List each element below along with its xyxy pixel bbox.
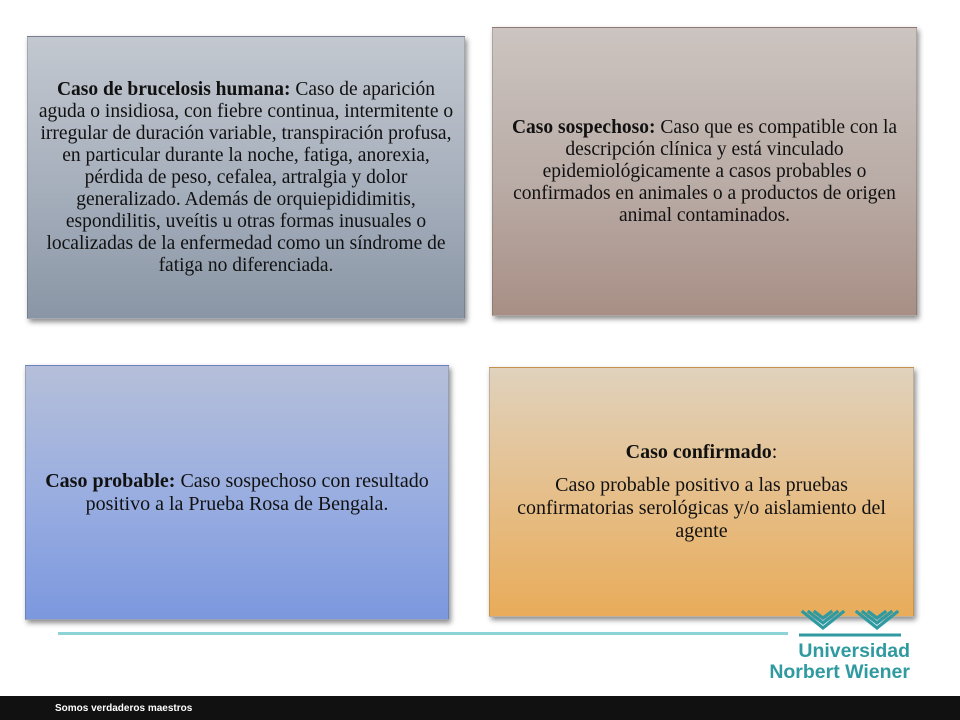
brucelosis-case-box: [27, 36, 465, 319]
probable-case-text: [44, 470, 430, 516]
suspected-case-description: Caso que es compatible con la descripción clínica y está vinculado epidemiológicamente a casos probables o confirmados en animales o a productos de origen animal contaminados.: [513, 116, 898, 226]
logo-line-1: Universidad: [798, 640, 910, 662]
confirmed-case-box: [489, 367, 914, 617]
suspected-case-box: [492, 27, 917, 316]
university-logo-text: [760, 641, 910, 683]
footer-bar: [0, 696, 960, 720]
probable-case-description: Caso sospechoso con resultado positivo a la Prueba Rosa de Bengala.: [85, 469, 429, 515]
suspected-case-title: Caso sospechoso:: [511, 116, 656, 138]
probable-case-title: Caso probable:: [45, 469, 176, 492]
confirmed-case-colon: :: [771, 441, 778, 463]
brucelosis-case-description: Caso de aparición aguda o insidiosa, con fiebre continua, intermitente o irregular de duración variable, transpiración profusa, en particular durante la noche, fatiga, anorexia, pérdida de peso, cefalea, artralgia y dolor generalizado. Además de orquiepididimitis, espondilitis, uveítis u otras formas inusuales o localizadas de la enfermedad como un síndrome de fatiga no diferenciada.: [38, 78, 454, 276]
confirmed-case-description: Caso probable positivo a las pruebas confirmatorias serológicas y/o aislamiento del agente: [517, 474, 886, 542]
footer-tagline: Somos verdaderos maestros: [55, 702, 193, 714]
university-logo-icon: [795, 608, 905, 638]
confirmed-case-title: Caso confirmado: [625, 441, 772, 463]
probable-case-box: [25, 365, 449, 620]
confirmed-case-heading: [626, 441, 778, 464]
brucelosis-case-title: Caso de brucelosis humana:: [56, 78, 291, 100]
divider-line: [58, 632, 788, 635]
suspected-case-text: [505, 117, 904, 227]
logo-line-2: Norbert Wiener: [769, 661, 910, 683]
brucelosis-case-text: [38, 79, 454, 277]
